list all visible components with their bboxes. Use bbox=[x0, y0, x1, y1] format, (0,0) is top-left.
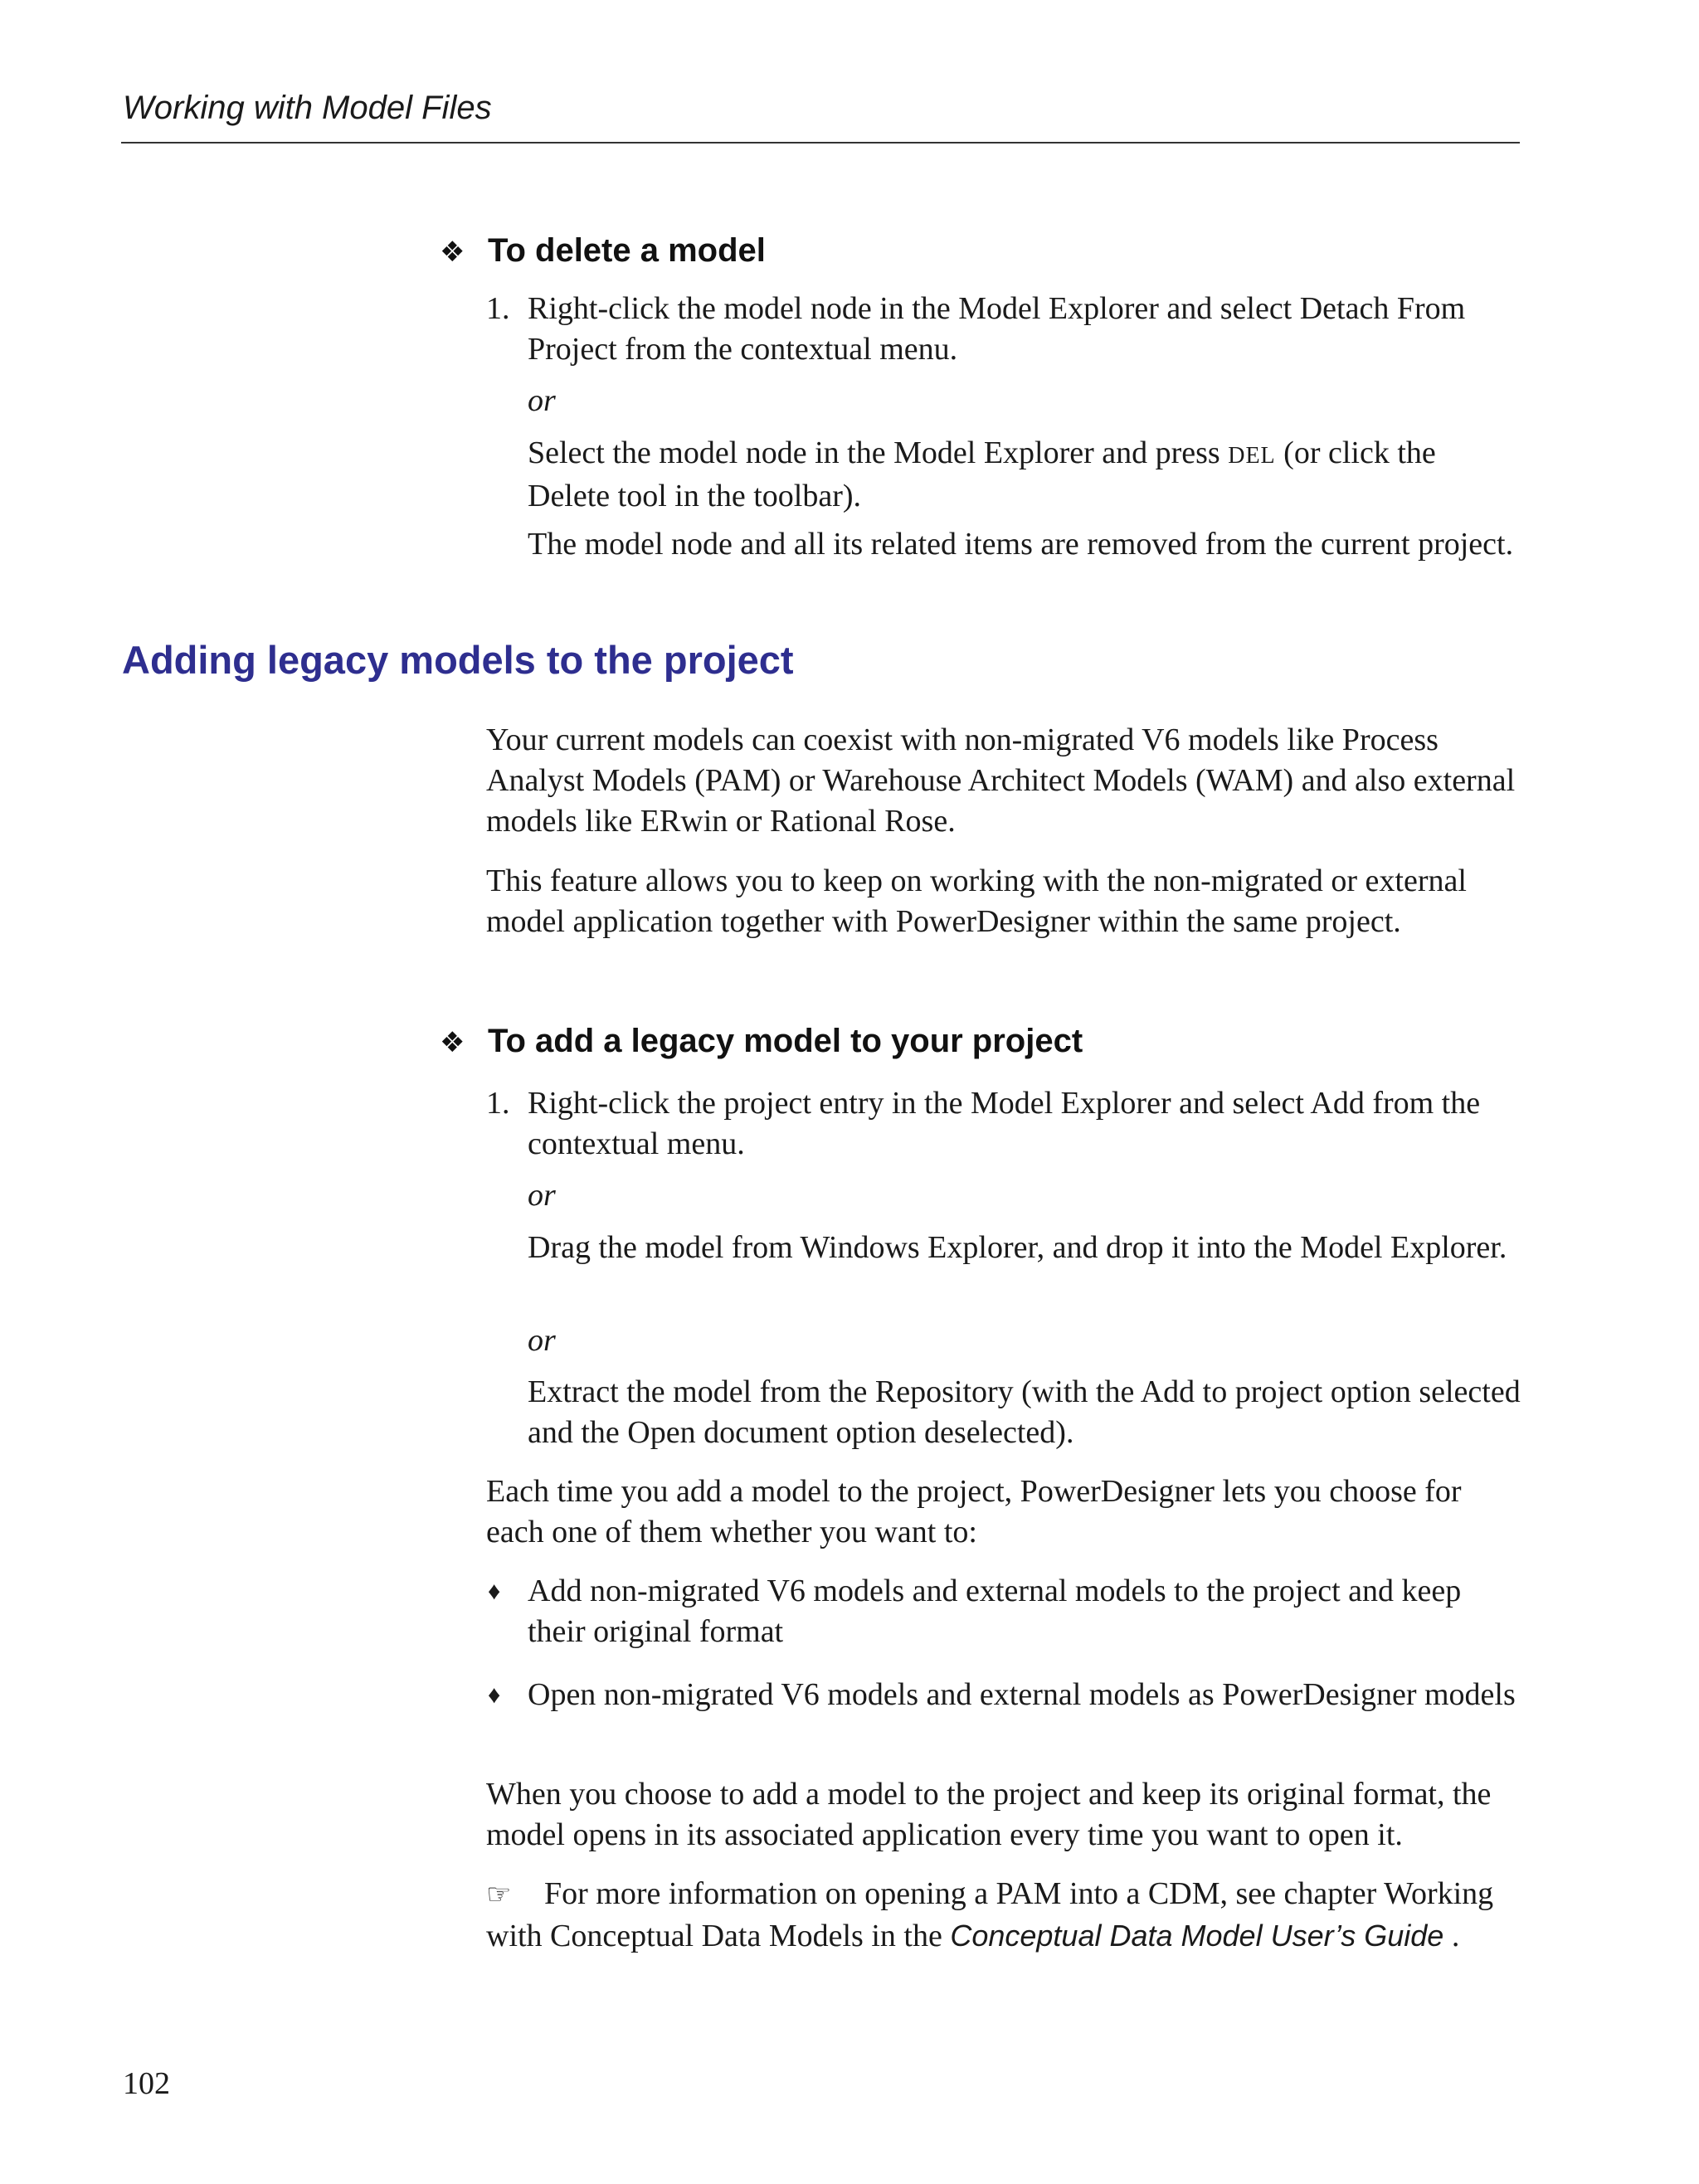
section-paragraph-2: This feature allows you to keep on working with the non-migrated or external model application together with PowerDesigner within the same project. bbox=[486, 863, 1467, 939]
step-number: 1. bbox=[486, 1086, 510, 1121]
bullet-item: Open non-migrated V6 models and external models as PowerDesigner models bbox=[528, 1677, 1516, 1712]
note-text: When you choose to add a model to the project and keep its original format, the model opens in its associated application every time you want to open it. bbox=[486, 1777, 1492, 1852]
add-step-text: Right-click the project entry in the Model Explorer and select Add from the contextual menu. bbox=[528, 1086, 1481, 1161]
diamond-bullet-icon: ♦ bbox=[488, 1578, 501, 1605]
add-after-text: Each time you add a model to the project, PowerDesigner lets you choose for each one of them whether you want to: bbox=[486, 1474, 1462, 1549]
procedure-title-delete bbox=[440, 232, 766, 270]
delete-step-text: Right-click the model node in the Model Explorer and select Detach From Project from the contextual menu. bbox=[528, 291, 1466, 367]
diamond-cross-icon: ❖ bbox=[440, 1027, 465, 1058]
procedure-title-add bbox=[440, 1023, 1083, 1060]
header-rule bbox=[121, 142, 1520, 143]
see-also-end: . bbox=[1443, 1919, 1460, 1953]
section-title: Adding legacy models to the project bbox=[122, 638, 794, 682]
section-paragraph-1: Your current models can coexist with non-migrated V6 models like Process Analyst Models (PAM) or Warehouse Architect Models (WAM) and also external models like ERwin or Rational Rose. bbox=[486, 722, 1516, 839]
delete-alt-before: Select the model node in the Model Explorer and press bbox=[528, 435, 1229, 470]
delete-alt-after: (or click the Delete tool in the toolbar). bbox=[528, 435, 1436, 513]
diamond-bullet-icon: ♦ bbox=[488, 1681, 501, 1709]
page-number: 102 bbox=[123, 2066, 170, 2101]
step-number: 1. bbox=[486, 291, 510, 326]
see-also bbox=[486, 1874, 1523, 1957]
diamond-cross-icon: ❖ bbox=[440, 236, 465, 268]
bullet-item: Add non-migrated V6 models and external models to the project and keep their original format bbox=[528, 1574, 1462, 1649]
or-label: or bbox=[528, 1323, 556, 1358]
add-alt-text-1: Drag the model from Windows Explorer, and drop it into the Model Explorer. bbox=[528, 1230, 1507, 1265]
pointing-hand-icon: ☞ bbox=[486, 1880, 512, 1910]
delete-result-text: The model node and all its related items are removed from the current project. bbox=[528, 527, 1514, 562]
or-label: or bbox=[528, 383, 556, 418]
del-key: DEL bbox=[1228, 443, 1276, 469]
procedure-title-add-text: To add a legacy model to your project bbox=[488, 1023, 1083, 1059]
add-alt-text-2: Extract the model from the Repository (with the Add to project option selected and the Open document option deselected). bbox=[528, 1374, 1521, 1450]
running-header: Working with Model Files bbox=[123, 90, 492, 126]
see-also-text: For more information on opening a PAM into a CDM, see chapter Working with Conceptual Data Models in the bbox=[486, 1876, 1494, 1953]
procedure-title-delete-text: To delete a model bbox=[488, 232, 766, 269]
or-label: or bbox=[528, 1178, 556, 1213]
see-also-guide-title: Conceptual Data Model User’s Guide bbox=[950, 1919, 1444, 1953]
delete-alt-text bbox=[528, 433, 1523, 517]
